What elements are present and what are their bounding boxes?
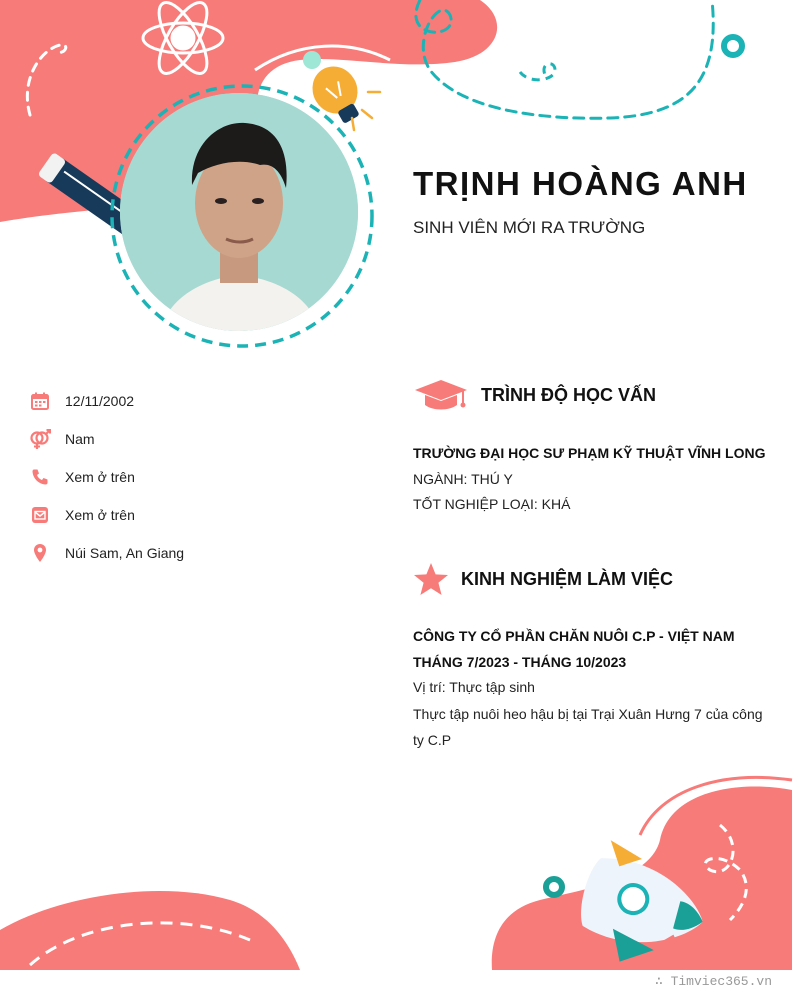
contact-info	[28, 382, 368, 572]
location-pin-icon	[28, 541, 52, 565]
email-icon	[28, 503, 52, 527]
birthday-value: 12/11/2002	[65, 393, 135, 409]
work-period: THÁNG 7/2023 - THÁNG 10/2023	[413, 653, 627, 670]
contact-row-birthday	[28, 382, 368, 420]
full-name: TRỊNH HOÀNG ANH	[413, 165, 748, 202]
contact-row-phone	[28, 458, 368, 496]
email-value: Xem ở trên	[65, 507, 135, 523]
teal-small-ring	[546, 879, 562, 895]
school-name: TRƯỜNG ĐẠI HỌC SƯ PHẠM KỸ THUẬT VĨNH LONG	[413, 445, 766, 461]
position: Vị trí: Thực tập sinh	[413, 679, 535, 695]
job-title: SINH VIÊN MỚI RA TRƯỜNG	[413, 218, 646, 237]
major: NGÀNH: THÚ Y	[413, 470, 513, 487]
bulb-teal-dot	[303, 51, 321, 69]
graduation-grade: TỐT NGHIỆP LOẠI: KHÁ	[413, 496, 571, 512]
gender-value: Nam	[65, 431, 95, 447]
contact-row-email	[28, 496, 368, 534]
education-details	[413, 441, 773, 518]
experience-details	[413, 624, 773, 753]
contact-row-address	[28, 534, 368, 572]
profile-photo	[120, 93, 358, 331]
experience-heading	[413, 562, 673, 596]
education-heading-text: TRÌNH ĐỘ HỌC VẤN	[481, 384, 656, 405]
experience-heading-text: KINH NGHIỆM LÀM VIỆC	[461, 568, 674, 589]
phone-icon	[28, 465, 52, 489]
profile-photo-frame	[110, 84, 380, 354]
watermark: ∴ Timviec365.vn	[654, 974, 772, 989]
company-name: CÔNG TY CỔ PHẦN CHĂN NUÔI C.P - VIỆT NAM	[413, 628, 735, 644]
teal-ring	[724, 37, 742, 55]
bottom-left-blob	[0, 891, 300, 970]
gender-icon	[28, 427, 52, 451]
calendar-icon	[28, 389, 52, 413]
address-value: Núi Sam, An Giang	[65, 545, 185, 561]
star-icon	[413, 562, 449, 596]
graduation-cap-icon	[413, 378, 469, 412]
contact-row-gender	[28, 420, 368, 458]
phone-value: Xem ở trên	[65, 469, 135, 485]
job-description: Thực tập nuôi heo hậu bị tại Trại Xuân Hưng 7 của công ty C.P	[413, 705, 763, 748]
education-heading	[413, 378, 656, 412]
